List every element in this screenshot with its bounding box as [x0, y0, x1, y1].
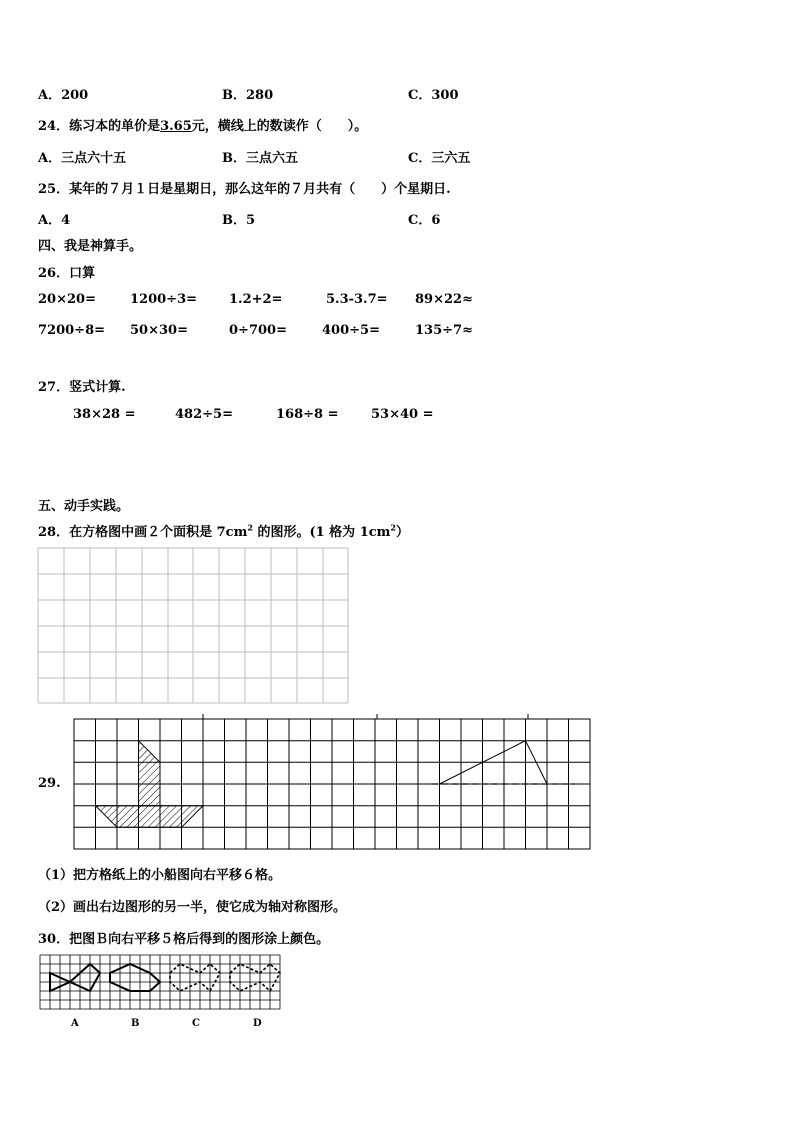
q24-option-b: B．三点六五 — [222, 151, 298, 166]
q26-item: 50×30= — [130, 323, 188, 338]
q25-question: 25．某年的７月１日是星期日，那么这年的７月共有（ ）个星期日. — [38, 182, 451, 197]
q27-item: 168÷8 = — [276, 407, 339, 422]
q26-item: 89×22≈ — [415, 292, 473, 307]
q26-item: 400÷5= — [322, 323, 380, 338]
q28-question — [38, 521, 409, 540]
figure-a — [50, 964, 100, 991]
q26-item: 5.3-3.7= — [326, 292, 388, 307]
q29-sub-question-1: （1）把方格纸上的小船图向右平移６格。 — [38, 868, 282, 883]
figure-d — [230, 964, 280, 991]
q27-item: 38×28 = — [73, 407, 136, 422]
q27-title: 27．竖式计算. — [38, 380, 126, 395]
q27-item: 482÷5= — [175, 407, 233, 422]
q25-option-a: A．4 — [38, 213, 71, 228]
section-4-heading: 四、我是神算手。 — [38, 239, 143, 254]
q23-option-a: A．200 — [38, 88, 89, 103]
q30-label-b: B — [131, 1018, 140, 1029]
q29-grid-figure — [70, 714, 595, 852]
q24-question — [38, 115, 367, 134]
q27-item: 53×40 = — [371, 407, 434, 422]
q24-option-c: C．三六五 — [408, 151, 471, 166]
q30-label-a: A — [71, 1018, 79, 1029]
q25-option-c: C．6 — [408, 213, 441, 228]
q28-text-before: 28．在方格图中画２个面积是 7cm — [38, 525, 248, 540]
q30-grid-figure — [36, 952, 286, 1017]
q24-underlined-value: 3.65 — [160, 119, 192, 134]
q26-item: 1.2+2= — [229, 292, 283, 307]
figure-c — [170, 964, 220, 991]
q24-text-before: 24．练习本的单价是 — [38, 119, 161, 134]
q23-option-b: B．280 — [222, 88, 274, 103]
q30-label-c: C — [192, 1018, 200, 1029]
q26-item: 7200÷8= — [38, 323, 106, 338]
q29-sub-question-2: （2）画出右边图形的另一半，使它成为轴对称图形。 — [38, 900, 347, 915]
q28-text-after: ） — [396, 525, 410, 540]
q26-item: 1200÷3= — [130, 292, 198, 307]
figure-b — [110, 964, 160, 991]
q28-superscript: 2 — [390, 522, 396, 533]
q28-superscript: 2 — [247, 522, 253, 533]
q26-item: 135÷7≈ — [415, 323, 473, 338]
q24-option-a: A．三点六十五 — [38, 151, 127, 166]
q29-label: 29. — [38, 776, 61, 791]
q30-question: 30．把图Ｂ向右平移５格后得到的图形涂上颜色。 — [38, 932, 330, 947]
q28-grid — [36, 546, 356, 711]
q30-label-d: D — [253, 1018, 262, 1029]
q28-text-middle: 的图形。(1 格为 1cm — [252, 525, 391, 540]
section-5-heading: 五、动手实践。 — [38, 499, 130, 514]
q26-title: 26．口算 — [38, 266, 96, 281]
q26-item: 20×20= — [38, 292, 96, 307]
q26-item: 0÷700= — [229, 323, 287, 338]
q25-option-b: B．5 — [222, 213, 256, 228]
q24-text-after: 元，横线上的数读作（ ）。 — [191, 119, 368, 134]
q23-option-c: C．300 — [408, 88, 459, 103]
